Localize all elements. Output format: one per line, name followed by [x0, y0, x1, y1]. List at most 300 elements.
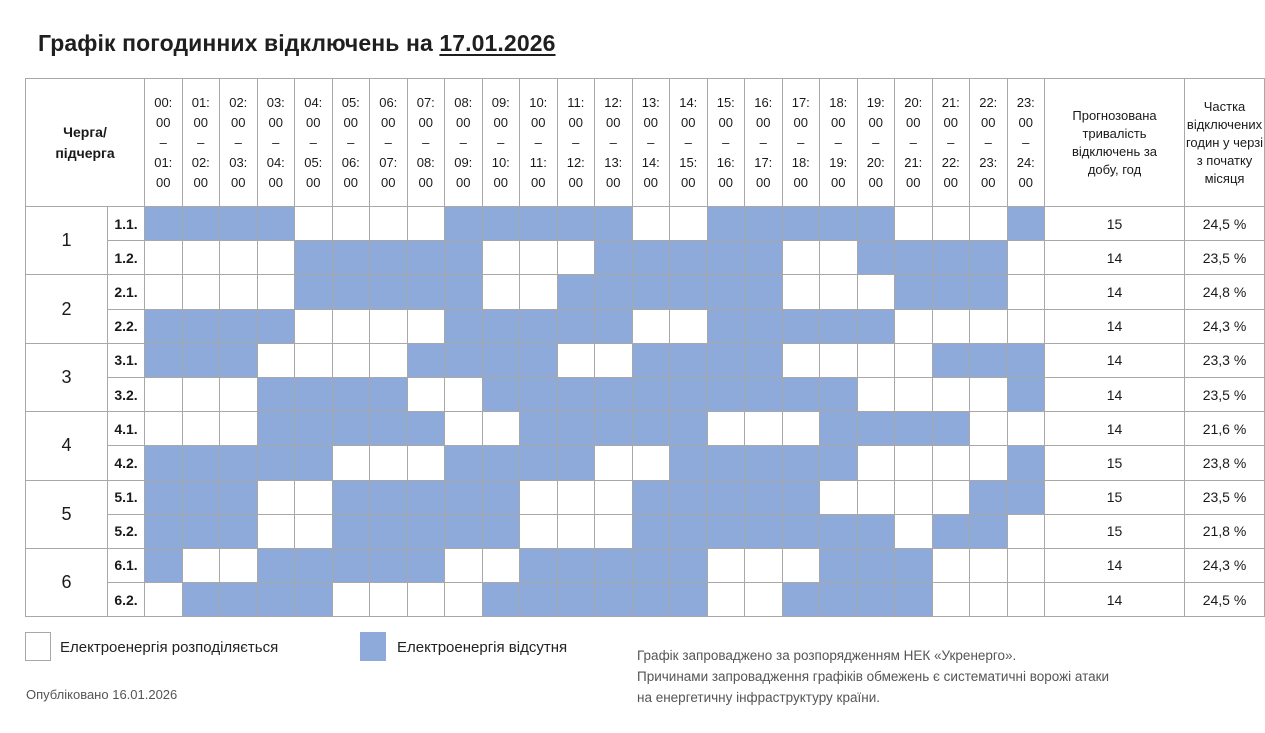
hour-cell-outage [482, 377, 520, 411]
duration-value: 14 [1045, 548, 1185, 582]
duration-value: 14 [1045, 275, 1185, 309]
hour-cell-outage [745, 446, 783, 480]
hour-cell-power [707, 583, 745, 617]
hour-cell-outage [595, 548, 633, 582]
hour-header-part: 17: [754, 154, 773, 170]
share-header [1185, 79, 1265, 207]
hour-cell-outage [182, 309, 220, 343]
hour-header-part: 00 [943, 114, 958, 130]
hour-header-part: 00 [568, 174, 583, 190]
hour-cell-outage [220, 207, 258, 241]
hour-cell-power [970, 309, 1008, 343]
hour-cell-outage [557, 207, 595, 241]
duration-value: 14 [1045, 343, 1185, 377]
hour-cell-outage [670, 412, 708, 446]
duration-value: 15 [1045, 207, 1185, 241]
hour-cell-outage [820, 207, 858, 241]
hour-cell-outage [445, 514, 483, 548]
hour-header [670, 79, 708, 207]
queue-row [26, 412, 1265, 446]
hour-cell-outage [670, 241, 708, 275]
subqueue-label: 1.1. [108, 207, 145, 241]
share-header-line: Частка [1203, 98, 1246, 114]
hour-cell-power [707, 548, 745, 582]
hour-cell-outage [482, 583, 520, 617]
hour-cell-power [370, 583, 408, 617]
hour-header-part: 00 [793, 174, 808, 190]
hour-header-part: 00 [493, 174, 508, 190]
hour-header-part: 17: [791, 94, 810, 110]
hour-cell-power [557, 241, 595, 275]
hour-cell-power [595, 343, 633, 377]
hour-cell-outage [932, 514, 970, 548]
hour-cell-outage [445, 275, 483, 309]
hour-header-part: 00 [868, 114, 883, 130]
hour-cell-power [895, 480, 933, 514]
hour-cell-outage [970, 480, 1008, 514]
hour-cell-power [895, 446, 933, 480]
hour-header-part: – [647, 134, 655, 150]
duration-value: 14 [1045, 583, 1185, 617]
hour-header-part: – [534, 134, 542, 150]
hour-header [220, 79, 258, 207]
hour-cell-outage [407, 514, 445, 548]
hour-cell-power [370, 207, 408, 241]
hour-cell-power [1007, 583, 1045, 617]
hour-header-part: – [197, 134, 205, 150]
share-header-line: з початку [1196, 152, 1253, 168]
hour-cell-outage [295, 548, 333, 582]
hour-cell-outage [332, 548, 370, 582]
share-value: 23,5 % [1185, 480, 1265, 514]
hour-header [632, 79, 670, 207]
hour-cell-outage [782, 583, 820, 617]
hour-header-part: – [384, 134, 392, 150]
share-value: 23,5 % [1185, 377, 1265, 411]
subqueue-label: 4.1. [108, 412, 145, 446]
hour-header-part: 07: [379, 154, 398, 170]
duration-value: 14 [1045, 377, 1185, 411]
hour-cell-outage [745, 207, 783, 241]
hour-cell-outage [670, 275, 708, 309]
hour-cell-outage [182, 514, 220, 548]
hour-cell-power [520, 514, 558, 548]
hour-header-part: 00 [531, 114, 546, 130]
hour-cell-power [520, 480, 558, 514]
hour-header-part: 08: [416, 154, 435, 170]
share-value: 24,3 % [1185, 548, 1265, 582]
hour-cell-outage [482, 207, 520, 241]
hour-cell-outage [182, 343, 220, 377]
hour-cell-outage [332, 275, 370, 309]
hour-cell-outage [595, 309, 633, 343]
hour-cell-outage [745, 275, 783, 309]
share-value: 24,8 % [1185, 275, 1265, 309]
hour-cell-power [295, 309, 333, 343]
queue-row [26, 583, 1265, 617]
hour-cell-outage [782, 309, 820, 343]
hour-cell-power [370, 446, 408, 480]
hour-cell-outage [257, 207, 295, 241]
subqueue-label: 6.1. [108, 548, 145, 582]
hour-cell-power [295, 343, 333, 377]
hour-header-part: 03: [266, 94, 285, 110]
hour-cell-outage [557, 377, 595, 411]
queue-group-label: 4 [26, 412, 108, 480]
hour-header-part: 00 [943, 174, 958, 190]
hour-header-part: 00 [193, 114, 208, 130]
hour-cell-power [895, 343, 933, 377]
hour-cell-power [820, 241, 858, 275]
hour-header [482, 79, 520, 207]
title-prefix: Графік погодинних відключень на [38, 30, 440, 56]
hour-header-part: – [947, 134, 955, 150]
share-header-line: годин у черзі [1185, 134, 1264, 150]
hour-cell-outage [820, 583, 858, 617]
hour-header-part: 11: [529, 154, 547, 170]
hour-header-part: 00 [1018, 114, 1033, 130]
hour-cell-power [445, 548, 483, 582]
hour-header-part: 21: [941, 94, 960, 110]
duration-value: 14 [1045, 412, 1185, 446]
hour-cell-outage [745, 241, 783, 275]
hour-cell-outage [257, 412, 295, 446]
hour-header [857, 79, 895, 207]
hour-cell-power [182, 377, 220, 411]
hour-cell-outage [820, 548, 858, 582]
hour-header-part: 16: [716, 154, 735, 170]
hour-header-part: 07: [416, 94, 435, 110]
hour-header-part: 00 [156, 174, 171, 190]
hour-cell-power [220, 377, 258, 411]
hour-cell-outage [557, 583, 595, 617]
title-date: 17.01.2026 [439, 30, 556, 56]
subqueue-label: 2.2. [108, 309, 145, 343]
hour-cell-power [145, 241, 183, 275]
hour-cell-outage [670, 514, 708, 548]
hour-header-part: 00 [718, 174, 733, 190]
hour-cell-power [145, 583, 183, 617]
published-date: Опубліковано 16.01.2026 [26, 687, 178, 702]
hour-cell-outage [370, 241, 408, 275]
hour-cell-outage [970, 514, 1008, 548]
hour-header-part: 22: [979, 94, 998, 110]
hour-cell-outage [295, 241, 333, 275]
hour-cell-outage [257, 583, 295, 617]
hour-cell-power [895, 377, 933, 411]
hour-cell-outage [857, 309, 895, 343]
hour-header-part: 00 [231, 174, 246, 190]
hour-header [970, 79, 1008, 207]
queue-header-line1: Черга/ [63, 123, 107, 140]
hour-header [707, 79, 745, 207]
hour-cell-outage [595, 241, 633, 275]
footer-note-line: Причинами запровадження графіків обмежень є систематичні ворожі атаки [637, 669, 1110, 684]
hour-cell-power [670, 309, 708, 343]
hour-header-part: 00 [343, 114, 358, 130]
hour-cell-outage [782, 514, 820, 548]
hour-cell-outage [857, 412, 895, 446]
hour-cell-power [257, 241, 295, 275]
hour-cell-power [782, 241, 820, 275]
hour-header-part: 00 [381, 174, 396, 190]
hour-header-part: 09: [491, 94, 510, 110]
hour-header-part: 00 [268, 114, 283, 130]
hour-header-part: – [872, 134, 880, 150]
hour-cell-power [782, 412, 820, 446]
hour-header-part: 00 [681, 114, 696, 130]
hour-cell-power [1007, 275, 1045, 309]
hour-header-part: 00 [568, 114, 583, 130]
hour-header-part: 00 [418, 114, 433, 130]
share-header-line: відключених [1186, 116, 1263, 132]
hour-header-part: 00 [868, 174, 883, 190]
hour-cell-power [520, 241, 558, 275]
hour-cell-outage [557, 309, 595, 343]
queue-row [26, 241, 1265, 275]
share-value: 21,8 % [1185, 514, 1265, 548]
hour-cell-power [932, 309, 970, 343]
hour-cell-outage [220, 343, 258, 377]
hour-cell-outage [332, 412, 370, 446]
hour-cell-power [632, 446, 670, 480]
hour-cell-outage [520, 548, 558, 582]
hour-header-part: 05: [341, 94, 360, 110]
hour-header [332, 79, 370, 207]
hour-header-part: – [984, 134, 992, 150]
queue-header-line2: підчерга [55, 144, 115, 161]
hour-cell-outage [520, 412, 558, 446]
queue-group-label: 3 [26, 343, 108, 411]
hour-header-part: 00 [643, 174, 658, 190]
hour-header-part: 00 [418, 174, 433, 190]
queue-row [26, 514, 1265, 548]
hour-cell-outage [932, 412, 970, 446]
hour-cell-outage [595, 377, 633, 411]
hour-header-part: 05: [304, 154, 323, 170]
hour-header-part: 12: [604, 94, 623, 110]
hour-header-part: 00 [793, 114, 808, 130]
hour-cell-power [670, 207, 708, 241]
hour-cell-outage [445, 480, 483, 514]
hour-header-part: 00 [681, 174, 696, 190]
hour-cell-outage [520, 583, 558, 617]
hour-cell-outage [520, 207, 558, 241]
hour-cell-outage [745, 480, 783, 514]
hour-cell-outage [595, 412, 633, 446]
hour-header-part: 14: [641, 154, 660, 170]
hour-cell-power [595, 514, 633, 548]
hour-header-part: – [609, 134, 617, 150]
hour-cell-power [782, 343, 820, 377]
hour-header-part: – [422, 134, 430, 150]
hour-cell-outage [632, 412, 670, 446]
hour-header [295, 79, 333, 207]
hour-cell-outage [482, 309, 520, 343]
hour-cell-outage [820, 309, 858, 343]
hour-cell-outage [145, 309, 183, 343]
hour-cell-power [220, 241, 258, 275]
hour-header-part: 01: [154, 154, 173, 170]
hour-header-part: – [159, 134, 167, 150]
hour-header-part: – [497, 134, 505, 150]
hour-header-part: 00 [306, 174, 321, 190]
hour-cell-outage [1007, 207, 1045, 241]
hour-cell-outage [220, 583, 258, 617]
hour-header-part: 04: [266, 154, 285, 170]
hour-header-part: 00 [531, 174, 546, 190]
hour-cell-outage [595, 275, 633, 309]
hour-header [932, 79, 970, 207]
hour-cell-power [970, 548, 1008, 582]
hour-cell-outage [707, 309, 745, 343]
hour-cell-outage [707, 343, 745, 377]
hour-header-part: 00 [493, 114, 508, 130]
hour-cell-power [632, 309, 670, 343]
hour-cell-outage [670, 480, 708, 514]
hour-cell-outage [932, 343, 970, 377]
hour-header-part: 00 [381, 114, 396, 130]
hour-cell-outage [295, 275, 333, 309]
hour-cell-outage [970, 343, 1008, 377]
hour-cell-power [557, 343, 595, 377]
hour-cell-power [782, 275, 820, 309]
hour-header [520, 79, 558, 207]
hour-header-part: 18: [791, 154, 810, 170]
hour-cell-outage [632, 583, 670, 617]
hour-header-part: – [909, 134, 917, 150]
hour-cell-power [932, 377, 970, 411]
hour-header-part: – [1022, 134, 1030, 150]
hour-cell-outage [407, 412, 445, 446]
hour-header-part: 08: [454, 94, 473, 110]
hour-header-part: 13: [641, 94, 660, 110]
hour-cell-power [895, 514, 933, 548]
hour-header-part: 10: [529, 94, 548, 110]
hour-cell-power [295, 207, 333, 241]
hour-cell-power [932, 480, 970, 514]
hour-cell-power [970, 446, 1008, 480]
hour-cell-power [820, 480, 858, 514]
hour-cell-power [895, 207, 933, 241]
hour-cell-power [632, 207, 670, 241]
hour-cell-outage [370, 377, 408, 411]
queue-row [26, 275, 1265, 309]
outage-schedule-table [25, 78, 1265, 617]
hour-cell-outage [595, 207, 633, 241]
hour-cell-power [407, 207, 445, 241]
hour-cell-power [932, 446, 970, 480]
hour-cell-power [445, 583, 483, 617]
hour-cell-power [970, 412, 1008, 446]
hour-cell-power [857, 446, 895, 480]
hour-cell-power [332, 343, 370, 377]
hour-cell-outage [407, 275, 445, 309]
hour-cell-power [745, 412, 783, 446]
hour-header-part: 00 [906, 114, 921, 130]
hour-header-part: 00 [456, 174, 471, 190]
hour-cell-outage [332, 514, 370, 548]
hour-header-part: 00 [231, 114, 246, 130]
hour-header-part: 00 [756, 174, 771, 190]
hour-cell-power [1007, 309, 1045, 343]
hour-cell-power [407, 309, 445, 343]
hour-cell-outage [782, 446, 820, 480]
hour-header [820, 79, 858, 207]
hour-header-part: 13: [604, 154, 623, 170]
hour-header-part: 06: [341, 154, 360, 170]
hour-header [595, 79, 633, 207]
hour-cell-power [332, 309, 370, 343]
queue-row [26, 343, 1265, 377]
hour-header-part: 15: [716, 94, 735, 110]
hour-cell-outage [482, 343, 520, 377]
share-value: 21,6 % [1185, 412, 1265, 446]
hour-cell-outage [370, 480, 408, 514]
hour-cell-power [482, 412, 520, 446]
hour-cell-power [970, 207, 1008, 241]
hour-cell-power [482, 275, 520, 309]
hour-header-part: – [722, 134, 730, 150]
header-row [26, 79, 1265, 207]
hour-cell-outage [895, 548, 933, 582]
hour-cell-outage [295, 412, 333, 446]
hour-header-part: 19: [829, 154, 848, 170]
hour-cell-outage [1007, 446, 1045, 480]
hour-cell-outage [970, 241, 1008, 275]
hour-cell-outage [182, 480, 220, 514]
hour-header-part: – [834, 134, 842, 150]
hour-cell-power [182, 241, 220, 275]
hour-cell-outage [407, 241, 445, 275]
subqueue-label: 3.1. [108, 343, 145, 377]
hour-header [745, 79, 783, 207]
hour-cell-outage [782, 480, 820, 514]
hour-cell-outage [445, 446, 483, 480]
hour-header-part: 22: [941, 154, 960, 170]
hour-cell-outage [220, 309, 258, 343]
hour-cell-outage [857, 241, 895, 275]
duration-value: 15 [1045, 480, 1185, 514]
hour-cell-outage [520, 377, 558, 411]
hour-cell-outage [520, 446, 558, 480]
hour-cell-power [407, 583, 445, 617]
legend-swatch-power-on [25, 632, 51, 661]
hour-cell-power [745, 548, 783, 582]
hour-cell-outage [707, 241, 745, 275]
hour-header-part: – [459, 134, 467, 150]
hour-cell-power [970, 583, 1008, 617]
hour-header-part: 03: [229, 154, 248, 170]
hour-header-part: 01: [191, 94, 210, 110]
hour-cell-power [707, 412, 745, 446]
hour-cell-power [857, 343, 895, 377]
subqueue-label: 2.1. [108, 275, 145, 309]
hour-cell-outage [445, 241, 483, 275]
hour-cell-outage [482, 480, 520, 514]
hour-cell-power [1007, 241, 1045, 275]
queue-header [26, 79, 145, 207]
hour-cell-outage [332, 241, 370, 275]
hour-cell-outage [782, 207, 820, 241]
hour-cell-power [557, 514, 595, 548]
hour-header-part: 00 [456, 114, 471, 130]
hour-header-part: 00 [718, 114, 733, 130]
hour-header-part: 11: [567, 94, 585, 110]
hour-header-part: 00 [306, 114, 321, 130]
hour-cell-power [182, 412, 220, 446]
hour-cell-outage [745, 343, 783, 377]
